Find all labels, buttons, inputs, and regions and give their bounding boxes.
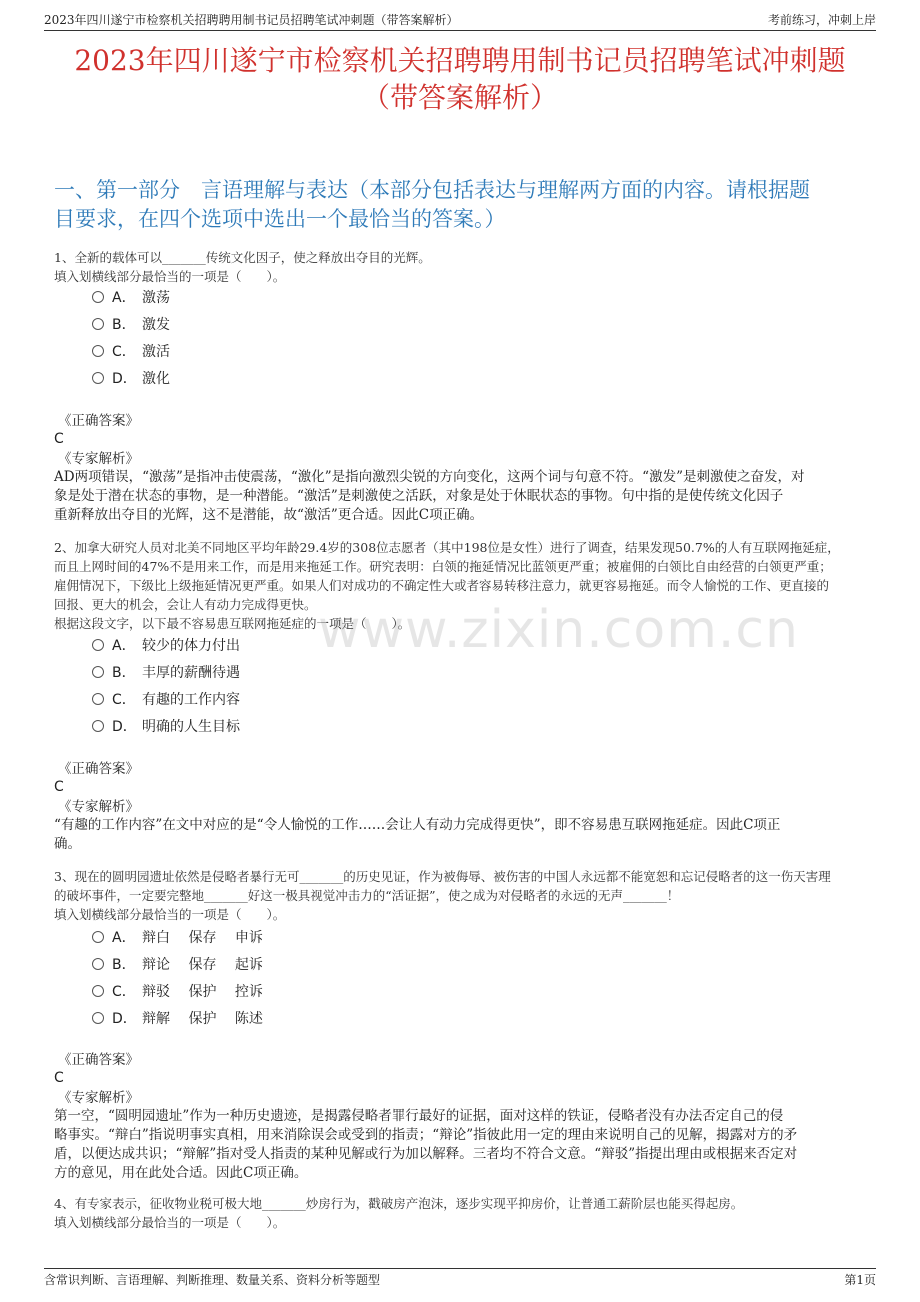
option-letter: B． (112, 317, 136, 333)
title-line-2: （带答案解析） (361, 81, 558, 114)
question-1-option-a[interactable] (92, 288, 170, 308)
stem-line: 填入划横线部分最恰当的一项是（ ）。 (54, 1215, 286, 1230)
analysis-line: 象是处于潜在状态的事物，是一种潜能。“激活”是刺激使之活跃，对象是处于休眠状态的事物。句中指的是使传统文化因子 (54, 488, 784, 504)
option-letter: D． (112, 1011, 137, 1027)
stem-line: 的破坏事件，一定要完整地_______好这一极具视觉冲击力的“活证据”，使之成为对侵略者的永远的无声_______！ (54, 888, 680, 903)
question-3-analysis (54, 1107, 868, 1183)
question-3-option-d[interactable] (92, 1009, 263, 1029)
stem-line: 填入划横线部分最恰当的一项是（ ）。 (54, 269, 286, 284)
radio-button-icon[interactable] (92, 1012, 104, 1024)
radio-button-icon[interactable] (92, 639, 104, 651)
analysis-label: 《专家解析》 (58, 1090, 139, 1106)
stem-line: 回报、更大的机会，会让人有动力完成得更快。 (54, 597, 317, 612)
analysis-line: AD两项错误，“激荡”是指冲击使震荡，“激化”是指向激烈尖锐的方向变化，这两个词与句意不符。“激发”是刺激使之奋发，对 (54, 469, 805, 485)
analysis-line: “有趣的工作内容”在文中对应的是“令人愉悦的工作……会让人有动力完成得更快”，即不容易患互联网拖延症。因此C项正 (54, 817, 781, 833)
question-1-option-b[interactable] (92, 315, 170, 335)
option-text: 激荡 (142, 290, 170, 306)
question-3-option-c[interactable] (92, 982, 263, 1002)
option-letter: C． (112, 692, 136, 708)
question-3-answer: C (54, 1070, 64, 1086)
header-slogan: 考前练习，冲刺上岸 (767, 13, 876, 27)
document-title (0, 42, 920, 116)
option-letter: D． (112, 719, 137, 735)
option-letter: A． (112, 930, 136, 946)
section-heading-line-1: 一、第一部分 言语理解与表达（本部分包括表达与理解两方面的内容。请根据题 (54, 178, 810, 202)
option-letter: A． (112, 290, 136, 306)
option-text: 丰厚的薪酬待遇 (142, 665, 240, 681)
analysis-label: 《专家解析》 (58, 799, 139, 815)
radio-button-icon[interactable] (92, 720, 104, 732)
page-footer (44, 1268, 876, 1291)
question-1-analysis (54, 468, 868, 525)
question-3-stem (54, 867, 864, 924)
radio-button-icon[interactable] (92, 372, 104, 384)
question-1-stem (54, 248, 864, 286)
analysis-line: 盾，以便达成共识；“辩解”指对受人指责的某种见解或行为加以解释。三者均不符合文意。“辩驳”指提出理由或根据来否定对 (54, 1146, 798, 1162)
section-heading-line-2: 目要求，在四个选项中选出一个最恰当的答案。） (54, 207, 506, 231)
question-2-option-a[interactable] (92, 636, 240, 656)
question-1-option-c[interactable] (92, 342, 170, 362)
page-header (44, 10, 876, 31)
radio-button-icon[interactable] (92, 318, 104, 330)
radio-button-icon[interactable] (92, 958, 104, 970)
question-4-stem (54, 1194, 864, 1232)
question-2-option-b[interactable] (92, 663, 240, 683)
option-text: 较少的体力付出 (142, 638, 240, 654)
header-doc-title: 2023年四川遂宁市检察机关招聘聘用制书记员招聘笔试冲刺题（带答案解析） (44, 13, 459, 27)
radio-button-icon[interactable] (92, 693, 104, 705)
option-text: 激化 (142, 371, 170, 387)
analysis-line: 重新释放出夺目的光辉，这不是潜能，故“激活”更合适。因此C项正确。 (54, 507, 484, 523)
question-2-option-d[interactable] (92, 717, 240, 737)
question-1-answer: C (54, 431, 64, 447)
question-1-option-d[interactable] (92, 369, 170, 389)
question-2-stem (54, 538, 864, 633)
option-text: 辩解 保护 陈述 (142, 1011, 263, 1027)
answer-label: 《正确答案》 (58, 413, 139, 429)
radio-button-icon[interactable] (92, 345, 104, 357)
footer-topics: 含常识判断、言语理解、判断推理、数量关系、资料分析等题型 (44, 1273, 381, 1287)
stem-line: 1、全新的载体可以_______传统文化因子，使之释放出夺目的光辉。 (54, 250, 431, 265)
option-text: 激活 (142, 344, 170, 360)
analysis-line: 略事实。“辩白”指说明事实真相，用来消除误会或受到的指责；“辩论”指彼此用一定的理由来说明自己的见解，揭露对方的矛 (54, 1127, 798, 1143)
option-letter: B． (112, 665, 136, 681)
stem-line: 3、现在的圆明园遗址依然是侵略者暴行无可_______的历史见证，作为被侮辱、被伤害的中国人永远都不能宽恕和忘记侵略者的这一伤天害理 (54, 869, 831, 884)
stem-line: 雇佣情况下，下级比上级拖延情况更严重。如果人们对成功的不确定性大或者容易转移注意力，就更容易拖延。而令人愉悦的工作、更直接的 (54, 578, 830, 593)
option-letter: A． (112, 638, 136, 654)
analysis-line: 方的意见，用在此处合适。因此C项正确。 (54, 1165, 308, 1181)
radio-button-icon[interactable] (92, 666, 104, 678)
question-2-analysis (54, 816, 868, 854)
option-text: 辩白 保存 申诉 (142, 930, 263, 946)
question-3-option-a[interactable] (92, 928, 263, 948)
stem-line: 而且上网时间的47%不是用来工作，而是用来拖延工作。研究表明：白领的拖延情况比蓝领更严重；被雇佣的白领比自由经营的白领更严重； (54, 559, 832, 574)
option-text: 辩论 保存 起诉 (142, 957, 263, 973)
answer-label: 《正确答案》 (58, 1052, 139, 1068)
analysis-label: 《专家解析》 (58, 451, 139, 467)
question-2-option-c[interactable] (92, 690, 240, 710)
analysis-line: 第一空，“圆明园遗址”作为一种历史遗迹，是揭露侵略者罪行最好的证据，面对这样的铁证，侵略者没有办法否定自己的侵 (54, 1108, 784, 1124)
title-line-1: 2023年四川遂宁市检察机关招聘聘用制书记员招聘笔试冲刺题 (74, 44, 846, 77)
question-2-answer: C (54, 779, 64, 795)
option-letter: D． (112, 371, 137, 387)
radio-button-icon[interactable] (92, 985, 104, 997)
analysis-line: 确。 (54, 836, 81, 852)
option-letter: C． (112, 344, 136, 360)
radio-button-icon[interactable] (92, 291, 104, 303)
stem-line: 填入划横线部分最恰当的一项是（ ）。 (54, 907, 286, 922)
stem-line: 4、有专家表示，征收物业税可极大地_______炒房行为，戳破房产泡沫，逐步实现平抑房价，让普通工薪阶层也能买得起房。 (54, 1196, 744, 1211)
stem-line: 根据这段文字，以下最不容易患互联网拖延症的一项是（ ）。 (54, 616, 411, 631)
option-letter: B． (112, 957, 136, 973)
option-text: 辩驳 保护 控诉 (142, 984, 263, 1000)
section-heading (54, 176, 870, 234)
stem-line: 2、加拿大研究人员对北美不同地区平均年龄29.4岁的308位志愿者（其中198位是女性）进行了调查，结果发现50.7%的人有互联网拖延症， (54, 540, 840, 555)
option-text: 激发 (142, 317, 170, 333)
watermark: www.zixin.com.cn (318, 600, 799, 660)
page-number: 第1页 (844, 1273, 876, 1287)
option-letter: C． (112, 984, 136, 1000)
radio-button-icon[interactable] (92, 931, 104, 943)
option-text: 明确的人生目标 (142, 719, 240, 735)
question-3-option-b[interactable] (92, 955, 263, 975)
option-text: 有趣的工作内容 (142, 692, 240, 708)
answer-label: 《正确答案》 (58, 761, 139, 777)
